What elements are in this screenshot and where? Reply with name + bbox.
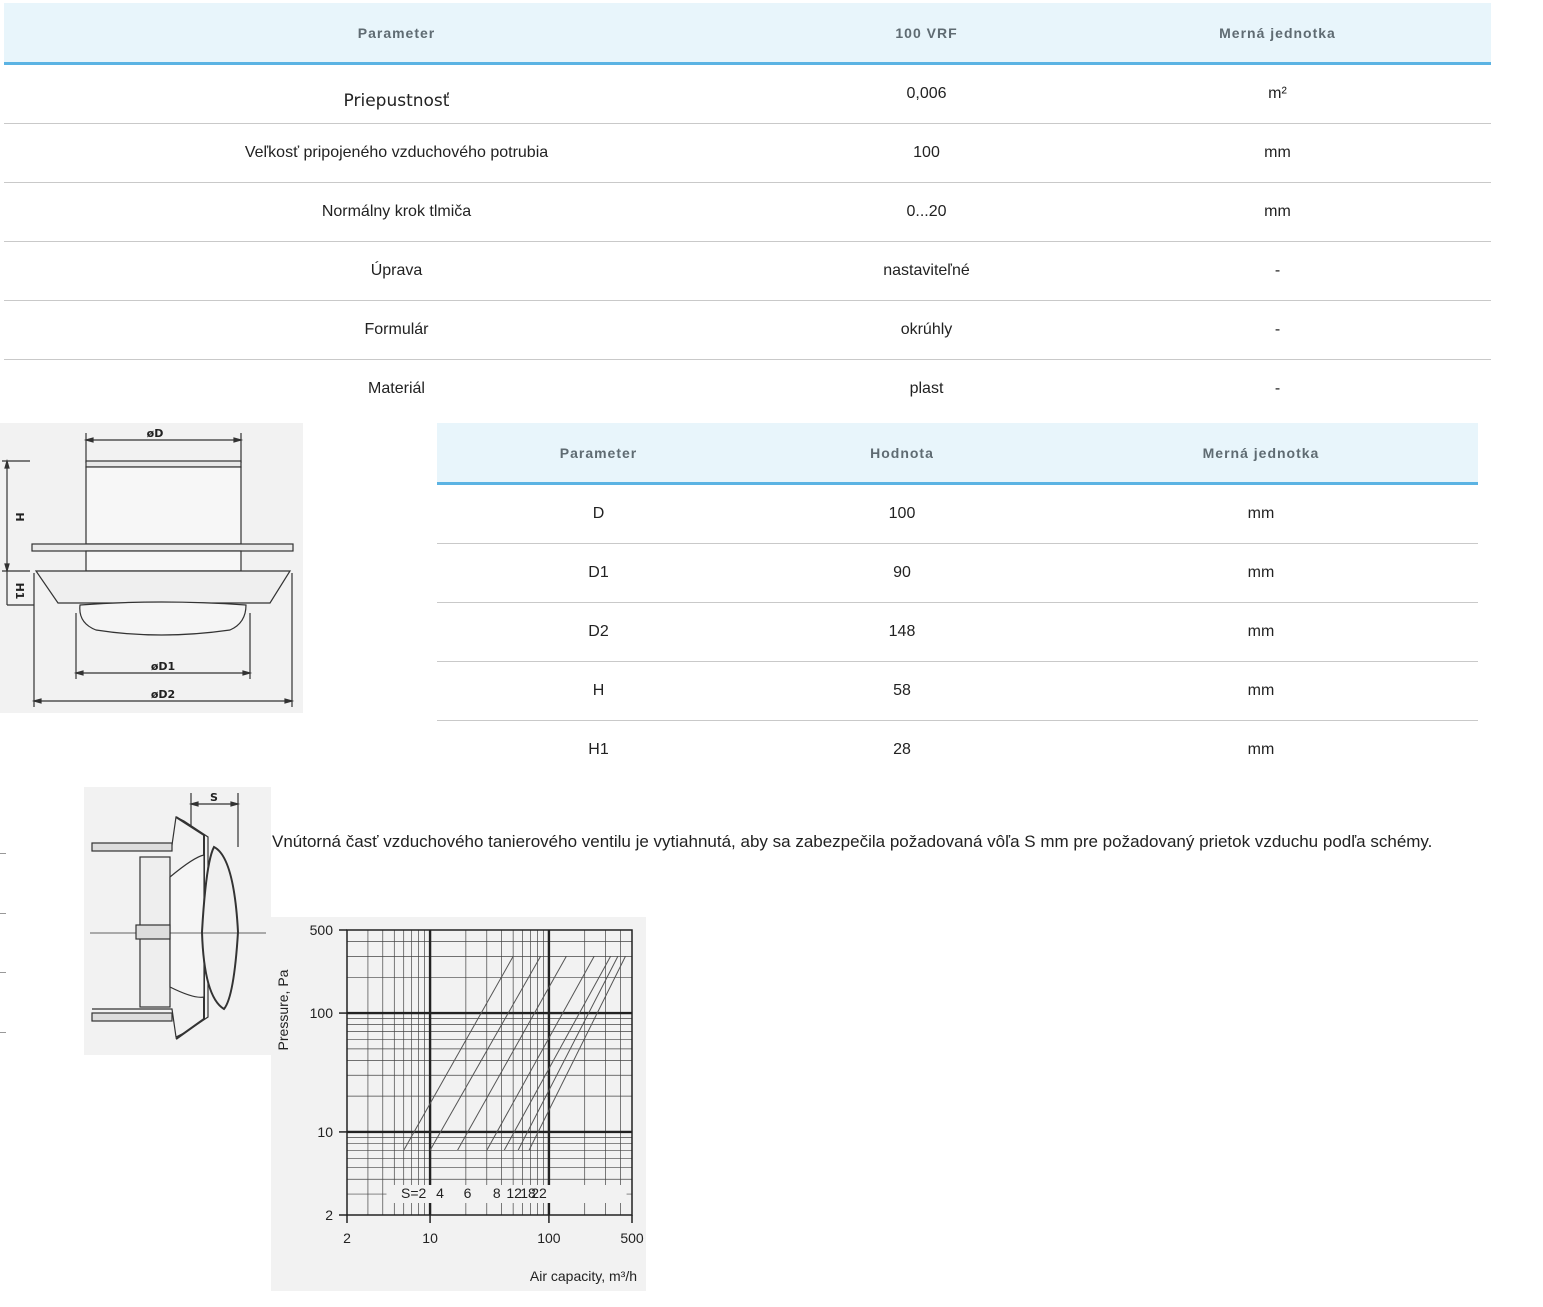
parameter-permeability: Priepustnosť	[343, 91, 450, 111]
table-header-row	[437, 423, 1478, 484]
column-header-value: 100 VRF	[789, 3, 1064, 64]
cell-parameter: Úprava	[4, 242, 789, 301]
cell-parameter: H1	[588, 741, 609, 758]
y-tick-label: 100	[309, 1005, 333, 1022]
dim-label-h: H	[13, 512, 26, 522]
x-tick-label: 10	[422, 1230, 438, 1246]
series-label: 8	[492, 1185, 501, 1201]
cell-unit: -	[1064, 301, 1491, 360]
series-label: 6	[463, 1185, 472, 1201]
series-label: 18	[520, 1185, 536, 1201]
x-tick-label: 500	[620, 1230, 644, 1246]
cell-parameter: Formulár	[4, 301, 789, 360]
spec-table-dimensions	[437, 423, 1478, 779]
table-row	[4, 301, 1491, 360]
cell-value: 0,006	[789, 64, 1064, 124]
table-row	[4, 64, 1491, 124]
cell-unit: mm	[1247, 741, 1275, 758]
table-row	[437, 721, 1478, 780]
edge-mark	[0, 1032, 6, 1033]
table-row	[437, 484, 1478, 544]
cell-unit: mm	[1064, 124, 1491, 183]
column-header-unit: Merná jednotka	[1064, 3, 1491, 64]
series-line	[404, 956, 513, 1150]
cell-parameter: H	[437, 662, 760, 721]
cell-value: nastaviteľné	[789, 242, 1064, 301]
cell-parameter: D2	[437, 603, 760, 662]
table-row	[4, 183, 1491, 242]
y-tick-label: 10	[317, 1123, 333, 1140]
edge-mark	[0, 853, 6, 854]
series-line	[430, 956, 540, 1150]
column-header-parameter: Parameter	[437, 423, 760, 484]
cell-parameter: Veľkosť pripojeného vzduchového potrubia	[4, 124, 789, 183]
x-tick-label: 100	[537, 1230, 561, 1246]
y-tick-label: 2	[325, 1207, 333, 1223]
cell-value: 148	[760, 603, 1044, 662]
table-row	[437, 662, 1478, 721]
pressure-chart	[271, 917, 646, 1291]
gap-description: Vnútorná časť vzduchového tanierového ventilu je vytiahnutá, aby sa zabezpečila požadovaná vôľa S mm pre požadovaný prietok vzduchu podľa schémy.	[272, 832, 1433, 851]
edge-mark	[0, 972, 6, 973]
cell-value: 58	[760, 662, 1044, 721]
cell-parameter: D1	[437, 544, 760, 603]
plot-frame	[347, 930, 632, 1215]
dim-label-d1: øD1	[150, 660, 176, 673]
column-header-value: Hodnota	[760, 423, 1044, 484]
cell-unit: mm	[1064, 183, 1491, 242]
cell-unit: mm	[1044, 603, 1478, 662]
cell-unit: mm	[1044, 484, 1478, 544]
table-row	[4, 242, 1491, 301]
table-row	[4, 360, 1491, 419]
series-label: 12	[506, 1185, 522, 1201]
cell-value: 0...20	[789, 183, 1064, 242]
cell-value: plast	[909, 380, 944, 397]
series-label: 4	[436, 1185, 444, 1201]
x-tick-label: 2	[343, 1230, 351, 1246]
valve-dimension-diagram	[0, 423, 303, 713]
series-label: 22	[531, 1185, 547, 1201]
cell-value: okrúhly	[789, 301, 1064, 360]
table-row	[4, 124, 1491, 183]
spec-table-main	[4, 3, 1491, 418]
table-header-row	[4, 3, 1491, 64]
cell-parameter	[4, 64, 789, 124]
series-line	[504, 956, 610, 1150]
series-line	[487, 956, 594, 1150]
x-axis-label: Air capacity, m³/h	[529, 1268, 637, 1284]
dim-label-h1: H1	[13, 582, 26, 600]
pressure-chart-svg	[271, 917, 646, 1291]
series-line	[518, 956, 618, 1150]
cell-unit: -	[1064, 242, 1491, 301]
cell-value: 28	[893, 741, 911, 758]
table-row	[437, 544, 1478, 603]
y-axis-label: Pressure, Pa	[275, 969, 291, 1051]
dim-label-d2: øD2	[150, 688, 176, 701]
dim-label-d: øD	[146, 427, 164, 440]
series-label: S=2	[401, 1185, 427, 1201]
cell-parameter: Materiál	[368, 380, 425, 397]
dim-label-s: S	[210, 791, 218, 804]
cell-parameter: Normálny krok tlmiča	[4, 183, 789, 242]
cell-unit: m²	[1064, 64, 1491, 124]
dimension-drawing	[0, 423, 303, 713]
column-header-parameter: Parameter	[4, 3, 789, 64]
section-drawing	[84, 787, 271, 1055]
table-row	[437, 603, 1478, 662]
cell-unit: -	[1274, 380, 1281, 397]
valve-section-diagram	[84, 787, 271, 1055]
edge-mark	[0, 913, 6, 914]
cell-value: 90	[760, 544, 1044, 603]
cell-unit: mm	[1044, 662, 1478, 721]
cell-value: 100	[789, 124, 1064, 183]
cell-unit: mm	[1044, 544, 1478, 603]
column-header-unit: Merná jednotka	[1044, 423, 1478, 484]
cell-parameter: D	[437, 484, 760, 544]
cell-value: 100	[760, 484, 1044, 544]
y-tick-label: 500	[309, 922, 333, 938]
